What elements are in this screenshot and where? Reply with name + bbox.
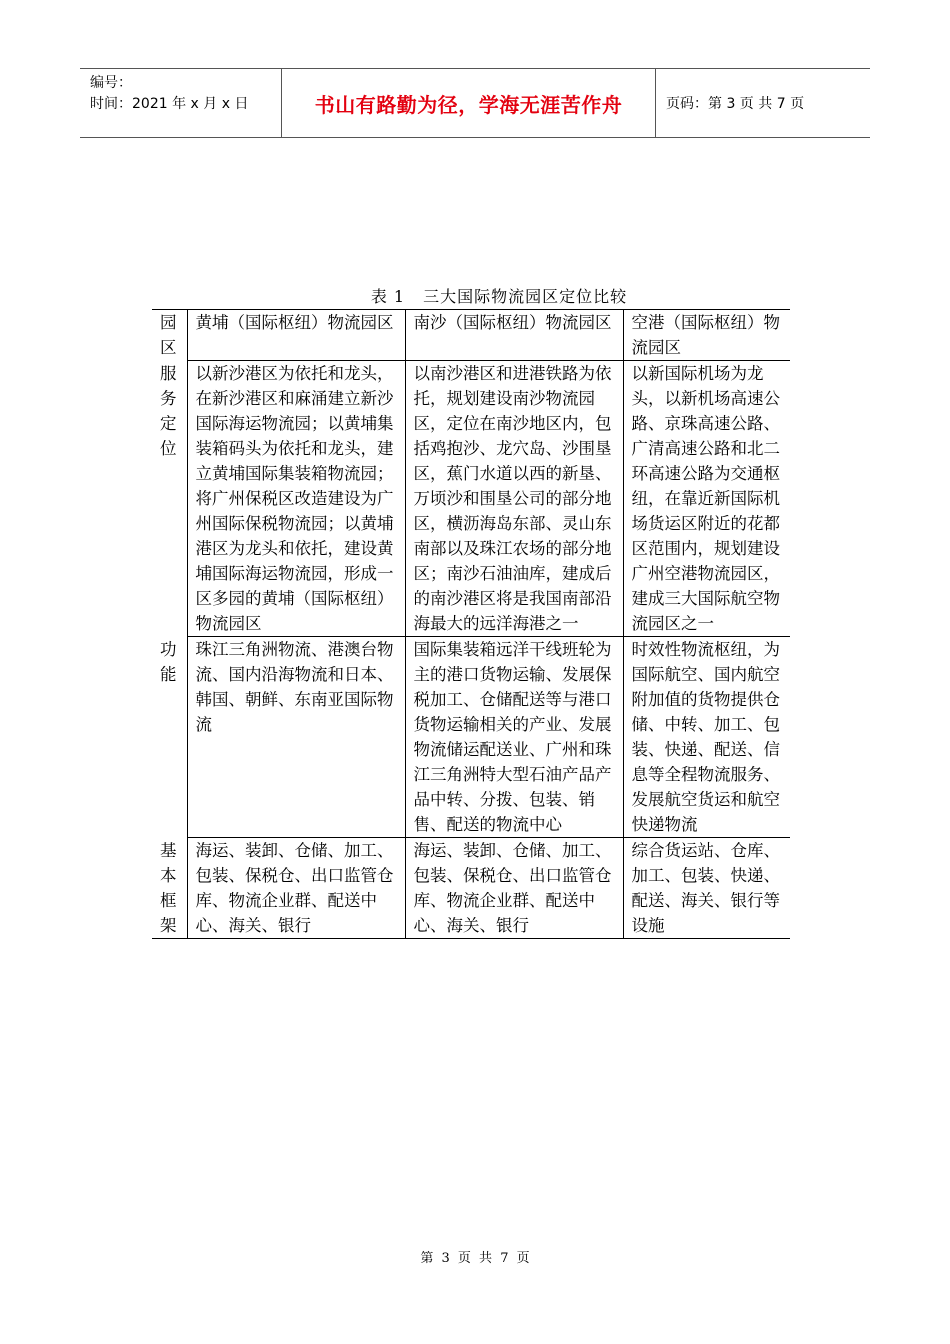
table-title: 三大国际物流园区定位比较 <box>423 287 628 306</box>
table-cell: 海运、装卸、仓储、加工、包装、保税仓、出口监管仓库、物流企业群、配送中心、海关、银行 <box>405 838 623 939</box>
comparison-table <box>152 309 790 939</box>
page-header <box>80 68 870 138</box>
table-header-row <box>152 310 790 361</box>
header-meta <box>80 69 282 137</box>
column-header-airport: 空港（国际枢纽）物流园区 <box>623 310 790 361</box>
column-header-nansha: 南沙（国际枢纽）物流园区 <box>405 310 623 361</box>
table-row-function <box>152 637 790 838</box>
row-label: 基本框架 <box>152 838 187 939</box>
page-footer: 第 3 页 共 7 页 <box>420 1251 530 1266</box>
column-header-park: 园区 <box>152 310 187 361</box>
table-cell: 海运、装卸、仓储、加工、包装、保税仓、出口监管仓库、物流企业群、配送中心、海关、银行 <box>187 838 405 939</box>
table-caption <box>0 284 950 307</box>
table-row-service-positioning <box>152 361 790 637</box>
document-time-label: 时间：2021 年 x 月 x 日 <box>90 96 249 112</box>
table-cell: 以南沙港区和进港铁路为依托，规划建设南沙物流园区，定位在南沙地区内，包括鸡抱沙、龙穴岛、沙围垦区，蕉门水道以西的新垦、万顷沙和围垦公司的部分地区，横沥海岛东部、灵山东南部以及珠江农场的部分地区；南沙石油油库，建成后的南沙港区将是我国南部沿海最大的远洋海港之一 <box>405 361 623 637</box>
document-number-label: 编号： <box>90 75 132 91</box>
row-label: 功能 <box>160 639 177 684</box>
header-motto: 书山有路勤为径，学海无涯苦作舟 <box>282 69 656 137</box>
table-cell: 以新国际机场为龙头，以新机场高速公路、京珠高速公路、广清高速公路和北二环高速公路为交通枢纽，在靠近新国际机场货运区附近的花都区范围内，规划建设广州空港物流园区，建成三大国际航空物流园区之一 <box>623 361 790 637</box>
table-row-basic-framework <box>152 838 790 939</box>
table-cell: 珠江三角洲物流、港澳台物流、国内沿海物流和日本、韩国、朝鲜、东南亚国际物流 <box>187 637 405 838</box>
table-cell: 以新沙港区为依托和龙头，在新沙港区和麻涌建立新沙国际海运物流园；以黄埔集装箱码头为依托和龙头，建立黄埔国际集装箱物流园；将广州保税区改造建设为广州国际保税物流园；以黄埔港区为龙头和依托，建设黄埔国际海运物流园，形成一区多园的黄埔（国际枢纽）物流园区 <box>187 361 405 637</box>
header-page-info: 页码：第 3 页 共 7 页 <box>666 96 805 112</box>
column-header-huangpu: 黄埔（国际枢纽）物流园区 <box>187 310 405 361</box>
table-cell: 时效性物流枢纽，为国际航空、国内航空附加值的货物提供仓储、中转、加工、包装、快递、配送、信息等全程物流服务、发展航空货运和航空快递物流 <box>623 637 790 838</box>
table-cell: 国际集装箱远洋干线班轮为主的港口货物运输、发展保税加工、仓储配送等与港口货物运输相关的产业、发展物流储运配送业、广州和珠江三角洲特大型石油产品产品中转、分拨、包装、销售、配送的物流中心 <box>405 637 623 838</box>
table-cell: 综合货运站、仓库、加工、包装、快递、配送、海关、银行等设施 <box>623 838 790 939</box>
row-label: 服务定位 <box>160 363 177 458</box>
table-number: 表 1 <box>370 287 406 306</box>
